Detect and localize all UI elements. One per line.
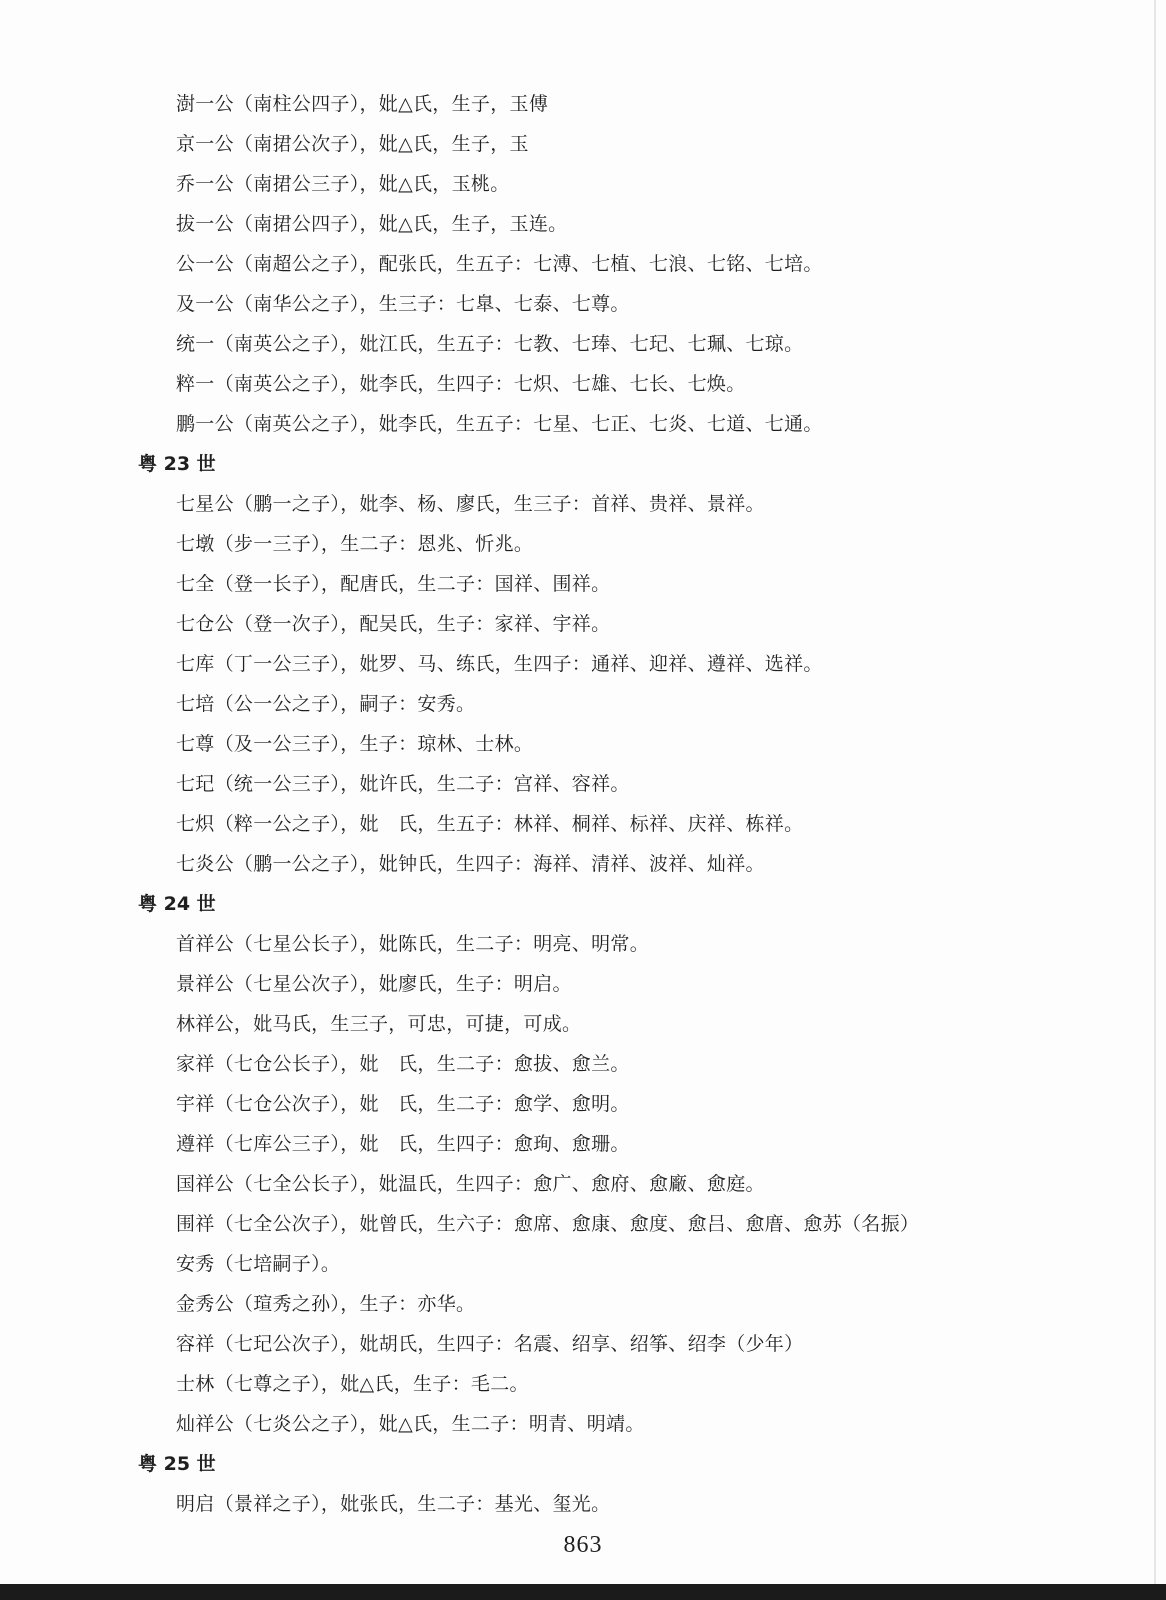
entry-line: 七玘（统一公三子），妣许氏，生二子：宫祥、容祥。 <box>176 773 630 795</box>
entry-line: 澍一公（南柱公四子），妣△氏，生子，玉傅 <box>176 93 549 115</box>
entry-line: 京一公（南捃公次子），妣△氏，生子，玉 <box>176 133 529 155</box>
entry-line: 围祥（七全公次子），妣曾氏，生六子：愈席、愈康、愈度、愈吕、愈庴、愈苏（名振） <box>176 1213 920 1235</box>
entry-line: 乔一公（南捃公三子），妣△氏，玉桃。 <box>176 173 510 195</box>
entry-line: 七库（丁一公三子），妣罗、马、练氏，生四子：通祥、迎祥、遵祥、选祥。 <box>176 653 823 675</box>
page-number: 863 <box>563 1532 603 1558</box>
entry-line: 七培（公一公之子），嗣子：安秀。 <box>176 693 476 715</box>
entry-line: 安秀（七培嗣子）。 <box>176 1253 341 1275</box>
entry-line: 首祥公（七星公长子），妣陈氏，生二子：明亮、明常。 <box>176 933 650 955</box>
entry-line: 七全（登一长子），配唐氏，生二子：国祥、围祥。 <box>176 573 611 595</box>
scan-bottom-border <box>0 1584 1166 1600</box>
entry-line: 七仓公（登一次子），配吴氏，生子：家祥、宇祥。 <box>176 613 611 635</box>
generation-heading: 粤 25 世 <box>138 1453 216 1475</box>
entry-line: 七星公（鹏一之子），妣李、杨、廖氏，生三子：首祥、贵祥、景祥。 <box>176 493 765 515</box>
section-generation-25 <box>0 1444 1166 1524</box>
entry-line: 宇祥（七仓公次子），妣 氏，生二子：愈学、愈明。 <box>176 1093 630 1115</box>
entry-line: 统一（南英公之子），妣江氏，生五子：七教、七琫、七玘、七珮、七琼。 <box>176 333 804 355</box>
entry-line: 容祥（七玘公次子），妣胡氏，生四子：名震、绍享、绍筝、绍李（少年） <box>176 1333 804 1355</box>
entry-line: 七炎公（鹏一公之子），妣钟氏，生四子：海祥、清祥、波祥、灿祥。 <box>176 853 765 875</box>
section-generation-23 <box>0 444 1166 884</box>
entry-line: 国祥公（七全公长子），妣温氏，生四子：愈广、愈府、愈廠、愈庭。 <box>176 1173 765 1195</box>
entry-line: 金秀公（瑄秀之孙），生子：亦华。 <box>176 1293 476 1315</box>
entry-line: 家祥（七仓公长子），妣 氏，生二子：愈拔、愈兰。 <box>176 1053 630 1075</box>
entry-line: 公一公（南超公之子），配张氏，生五子：七溥、七植、七浪、七铭、七培。 <box>176 253 823 275</box>
entry-line: 鹏一公（南英公之子），妣李氏，生五子：七星、七正、七炎、七道、七通。 <box>176 413 823 435</box>
generation-heading: 粤 23 世 <box>138 453 216 475</box>
entry-line: 拔一公（南捃公四子），妣△氏，生子，玉连。 <box>176 213 568 235</box>
entry-line: 遵祥（七库公三子），妣 氏，生四子：愈珣、愈珊。 <box>176 1133 630 1155</box>
entry-line: 粹一（南英公之子），妣李氏，生四子：七炽、七雄、七长、七焕。 <box>176 373 746 395</box>
entry-line: 七炽（粹一公之子），妣 氏，生五子：林祥、桐祥、标祥、庆祥、栋祥。 <box>176 813 804 835</box>
section-generation-24 <box>0 884 1166 1444</box>
entry-line: 灿祥公（七炎公之子），妣△氏，生二子：明青、明靖。 <box>176 1413 645 1435</box>
entry-line: 明启（景祥之子），妣张氏，生二子：基光、玺光。 <box>176 1493 611 1515</box>
section-intro <box>0 84 1166 444</box>
entry-line: 景祥公（七星公次子），妣廖氏，生子：明启。 <box>176 973 572 995</box>
entry-line: 七墩（步一三子），生二子：恩兆、忻兆。 <box>176 533 534 555</box>
entry-line: 及一公（南华公之子），生三子：七臯、七泰、七尊。 <box>176 293 630 315</box>
entry-line: 七尊（及一公三子），生子：琼林、士林。 <box>176 733 534 755</box>
entry-line: 林祥公，妣马氏，生三子，可忠，可捷，可成。 <box>176 1013 582 1035</box>
page-content <box>0 84 1166 1524</box>
generation-heading: 粤 24 世 <box>138 893 216 915</box>
entry-line: 士林（七尊之子），妣△氏，生子：毛二。 <box>176 1373 529 1395</box>
